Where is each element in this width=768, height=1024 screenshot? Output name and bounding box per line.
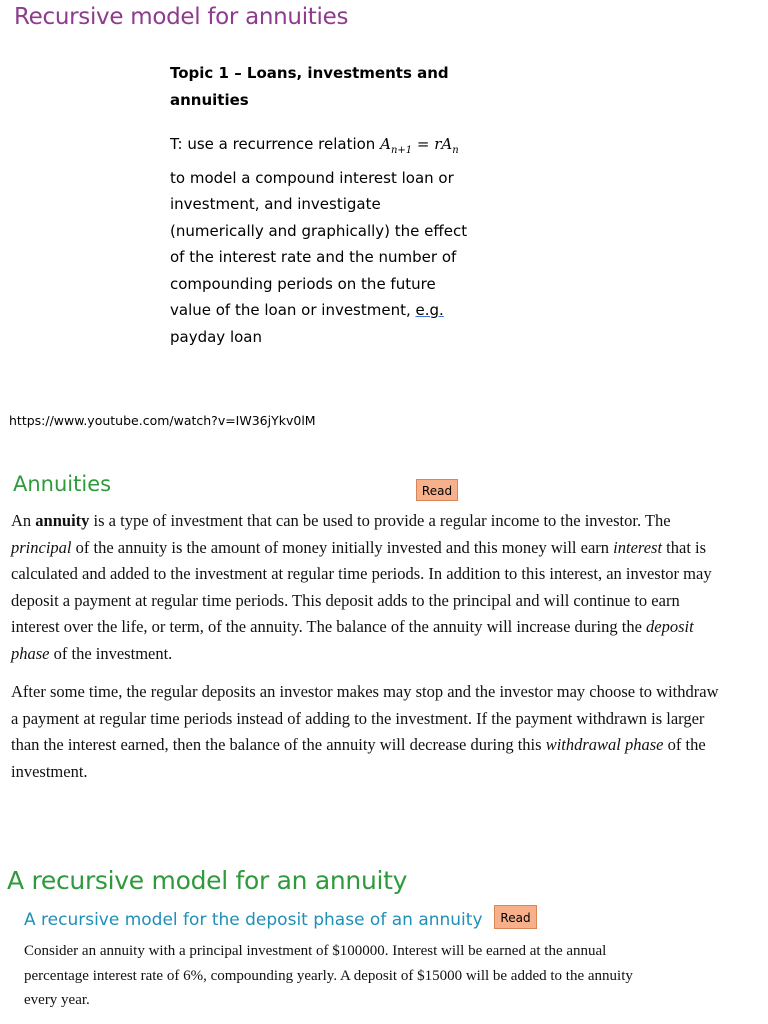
recursive-model-paragraph: Consider an annuity with a principal investment of $100000. Interest will be earned at the annual percentage interest rate of 6%, compounding yearly. A deposit of $15000 will be added to the annuity every year. bbox=[24, 943, 633, 1008]
topic-description bbox=[170, 131, 470, 350]
recursive-model-read-button[interactable]: Read bbox=[494, 905, 537, 929]
annuities-paragraph-1 bbox=[11, 508, 721, 667]
youtube-url[interactable]: https://www.youtube.com/watch?v=IW36jYkv0lM bbox=[9, 413, 316, 428]
description-body: to model a compound interest loan or investment, and investigate (numerically and graphically) the effect of the interest rate and the number of compounding periods on the future value of the loan or investment, bbox=[170, 168, 468, 319]
recursive-model-heading: A recursive model for an annuity bbox=[7, 866, 408, 895]
annuities-heading: Annuities bbox=[13, 472, 112, 496]
term-withdrawal-phase: withdrawal phase bbox=[545, 735, 664, 754]
description-suffix: payday loan bbox=[170, 327, 262, 346]
formula-lhs-symbol: A bbox=[380, 135, 391, 153]
formula-rhs-symbol: rA bbox=[434, 135, 453, 153]
topic-heading: Topic 1 – Loans, investments and annuities bbox=[170, 64, 449, 109]
annuities-paragraph-2 bbox=[11, 679, 721, 785]
formula-rhs-subscript: n bbox=[452, 145, 459, 156]
annuities-read-button[interactable]: Read bbox=[416, 479, 458, 501]
text: of the investment. bbox=[49, 643, 173, 663]
page-title: Recursive model for annuities bbox=[14, 4, 349, 30]
text: of the annuity is the amount of money initially invested and this money will earn bbox=[71, 537, 614, 557]
formula-equals: = bbox=[412, 135, 435, 153]
formula-lhs bbox=[380, 135, 413, 156]
text: that is calculated and added to the investment at regular time periods. In addition to this interest, an investor may deposit a payment at regular time periods. This deposit adds to the principal and will continue to earn interest over the life, or term, of the annuity. The balance of the annuity will increase during the bbox=[11, 537, 712, 636]
description-prefix: T: use a recurrence relation bbox=[170, 135, 381, 153]
term-principal: principal bbox=[11, 537, 72, 557]
formula-rhs bbox=[434, 135, 459, 156]
deposit-phase-subheading: A recursive model for the deposit phase of an annuity bbox=[24, 910, 483, 930]
term-annuity: annuity bbox=[35, 511, 90, 530]
eg-link[interactable]: e.g. bbox=[415, 301, 444, 319]
text: An bbox=[11, 511, 36, 530]
formula-lhs-subscript: n+1 bbox=[390, 145, 413, 156]
text: After some time, the regular deposits an investor makes may stop and the investor may choose to withdraw a payment at regular time periods instead of adding to the investment. If the payment withdrawn is larger than the interest earned, then the balance of the annuity will decrease during this bbox=[11, 682, 719, 754]
text: of the investment. bbox=[11, 735, 706, 781]
term-deposit-phase: deposit phase bbox=[11, 617, 694, 663]
text: is a type of investment that can be used to provide a regular income to the investor. The bbox=[89, 511, 671, 530]
term-interest: interest bbox=[613, 537, 663, 557]
